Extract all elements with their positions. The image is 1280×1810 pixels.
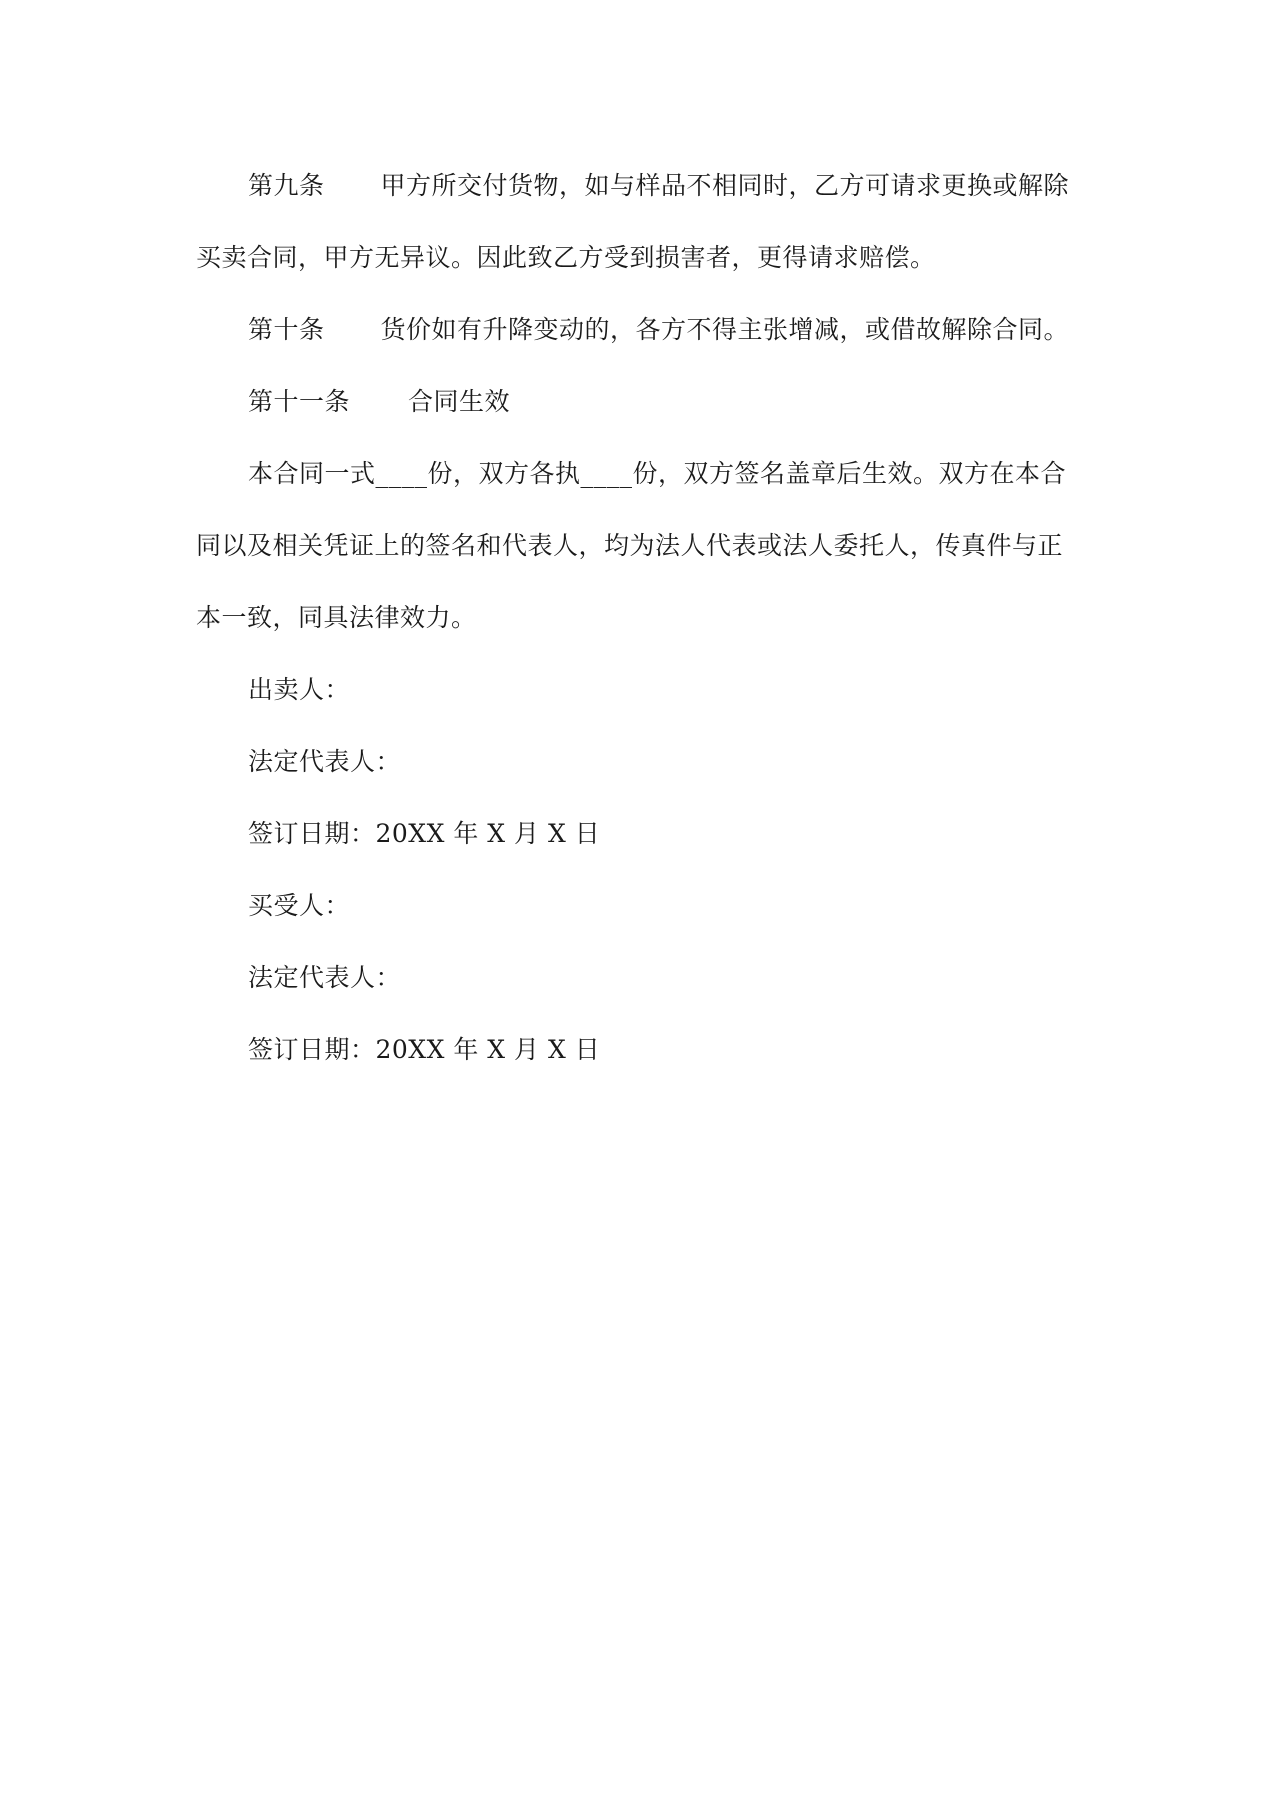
- effect-line-3: 本一致，同具法律效力。: [196, 603, 477, 632]
- article-9-text-1: 甲方所交付货物，如与样品不相同时，乙方可请求更换或解除: [380, 171, 1070, 200]
- seller-rep-label: 法定代表人：: [248, 747, 402, 776]
- effect-line-1: 本合同一式____份，双方各执____份，双方签名盖章后生效。双方在本合: [248, 459, 1067, 488]
- seller-sign-date: 签订日期：20XX 年 X 月 X 日: [248, 819, 601, 848]
- buyer-label: 买受人：: [248, 891, 351, 920]
- article-9-heading: 第九条: [248, 171, 325, 200]
- seller-label: 出卖人：: [248, 675, 351, 704]
- article-10-text: 货价如有升降变动的，各方不得主张增减，或借故解除合同。: [380, 315, 1070, 344]
- article-10-heading: 第十条: [248, 315, 325, 344]
- article-10: [196, 294, 1086, 366]
- article-11: [196, 366, 1086, 438]
- effect-line-2: 同以及相关凭证上的签名和代表人，均为法人代表或法人委托人，传真件与正: [196, 531, 1064, 560]
- buyer-rep-label: 法定代表人：: [248, 963, 402, 992]
- article-9-line-2: 买卖合同，甲方无异议。因此致乙方受到损害者，更得请求赔偿。: [196, 243, 936, 272]
- article-11-heading: 第十一条: [248, 387, 351, 416]
- article-11-title: 合同生效: [408, 387, 511, 416]
- document-body: [196, 150, 1086, 1086]
- buyer-sign-date: 签订日期：20XX 年 X 月 X 日: [248, 1035, 601, 1064]
- article-9-line-1: [196, 150, 1086, 222]
